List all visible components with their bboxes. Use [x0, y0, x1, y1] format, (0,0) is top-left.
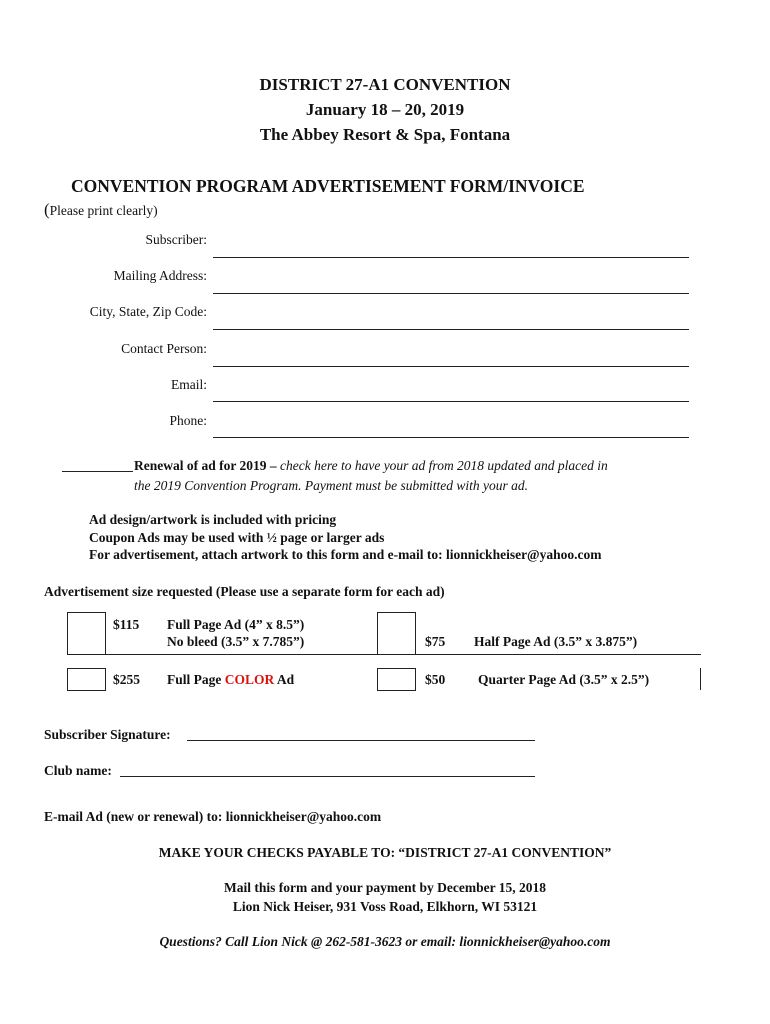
mail-address: Lion Nick Heiser, 931 Voss Road, Elkhorn, WI 53121: [232, 899, 538, 914]
note-coupon: Coupon Ads may be used with ½ page or larger ads: [89, 530, 385, 545]
signature-label: Subscriber Signature:: [44, 727, 171, 742]
contact-person-input[interactable]: [213, 366, 689, 367]
questions-line: Questions? Call Lion Nick @ 262-581-3623 or email: lionnickheiser@yahoo.com: [159, 934, 611, 949]
table-row-divider: [67, 654, 701, 655]
note-pricing: Ad design/artwork is included with pricing: [89, 512, 337, 527]
half-page-price: $75: [425, 634, 446, 649]
quarter-page-price: $50: [425, 672, 446, 687]
full-page-price: $115: [113, 617, 140, 632]
color-name-post: Ad: [274, 672, 295, 687]
half-page-checkbox[interactable]: [377, 612, 416, 655]
email-label: Email:: [171, 377, 207, 392]
signature-line[interactable]: [187, 740, 535, 741]
contact-person-label: Contact Person:: [121, 341, 207, 356]
instruction-text: Please print clearly): [49, 203, 158, 218]
color-page-checkbox[interactable]: [67, 668, 106, 691]
note-artwork: For advertisement, attach artwork to this form and e-mail to: lionnickheiser@yahoo.com: [89, 547, 602, 562]
subscriber-label: Subscriber:: [145, 232, 207, 247]
size-heading: Advertisement size requested (Please use a separate form for each ad): [44, 584, 445, 599]
phone-label: Phone:: [169, 413, 207, 428]
subscriber-input[interactable]: [213, 257, 689, 258]
quarter-page-checkbox[interactable]: [377, 668, 416, 691]
renewal-bold: Renewal of ad for 2019 –: [134, 458, 277, 473]
mailing-address-input[interactable]: [213, 293, 689, 294]
phone-input[interactable]: [213, 437, 689, 438]
checks-payable: MAKE YOUR CHECKS PAYABLE TO: “DISTRICT 27-A1 CONVENTION”: [158, 845, 612, 860]
email-input[interactable]: [213, 401, 689, 402]
city-state-zip-input[interactable]: [213, 329, 689, 330]
city-state-zip-label: City, State, Zip Code:: [89, 304, 207, 319]
club-name-line[interactable]: [120, 776, 535, 777]
renewal-text-line2: the 2019 Convention Program. Payment must be submitted with your ad.: [134, 478, 528, 493]
mailing-address-label: Mailing Address:: [113, 268, 207, 283]
table-right-edge: [700, 668, 701, 690]
full-page-checkbox[interactable]: [67, 612, 106, 655]
color-page-price: $255: [113, 672, 140, 687]
event-dates: January 18 – 20, 2019: [305, 100, 465, 119]
color-word: COLOR: [224, 672, 275, 687]
full-page-detail: No bleed (3.5” x 7.785”): [167, 634, 305, 649]
event-venue: The Abbey Resort & Spa, Fontana: [259, 125, 511, 144]
renewal-italic-1: check here to have your ad from 2018 updated and placed in: [276, 458, 608, 473]
renewal-text-line1: [134, 458, 608, 474]
instruction-paren: (: [44, 200, 50, 219]
quarter-page-name: Quarter Page Ad (3.5” x 2.5”): [478, 672, 650, 687]
color-name-pre: Full Page: [167, 672, 225, 687]
mail-deadline: Mail this form and your payment by December 15, 2018: [224, 880, 546, 895]
half-page-name: Half Page Ad (3.5” x 3.875”): [474, 634, 638, 649]
form-title: CONVENTION PROGRAM ADVERTISEMENT FORM/INVOICE: [71, 176, 585, 196]
color-page-name: [167, 672, 294, 688]
club-name-label: Club name:: [44, 763, 112, 778]
print-instruction: [44, 200, 158, 220]
email-ad-line: E-mail Ad (new or renewal) to: lionnickheiser@yahoo.com: [44, 809, 382, 824]
full-page-name: Full Page Ad (4” x 8.5”): [167, 617, 305, 632]
renewal-checkbox-line[interactable]: [62, 471, 133, 472]
event-title: DISTRICT 27-A1 CONVENTION: [259, 75, 511, 94]
